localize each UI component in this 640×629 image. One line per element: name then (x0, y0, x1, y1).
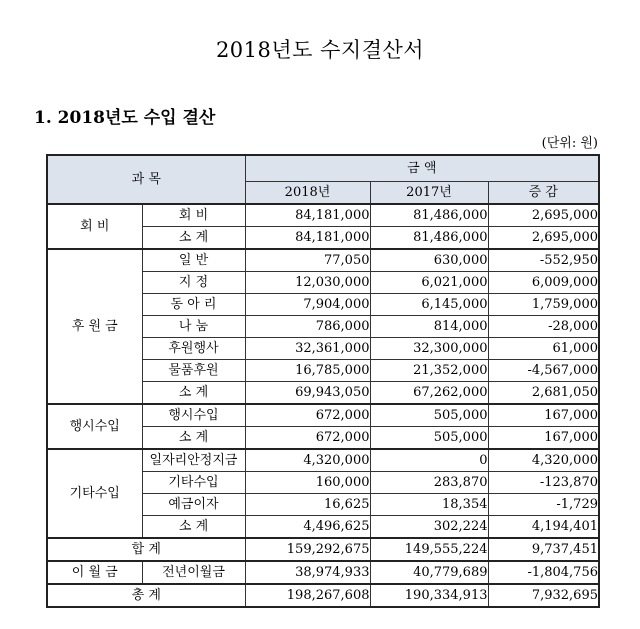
carryover-2017: 40,779,689 (370, 561, 488, 584)
value-change: 2,681,050 (488, 382, 599, 405)
header-row (47, 155, 599, 182)
header-amount: 금 액 (245, 155, 599, 182)
value-2018: 672,000 (245, 404, 370, 427)
document-title: 2018년도 수지결산서 (215, 38, 425, 62)
value-2018: 77,050 (245, 249, 370, 272)
grand-total-change: 7,932,695 (488, 584, 599, 607)
value-2018: 84,181,000 (245, 227, 370, 250)
header-subject: 과 목 (47, 155, 245, 204)
item-cell: 소 계 (142, 227, 245, 250)
category-cell: 후 원 금 (47, 249, 142, 404)
value-2018: 4,496,625 (245, 516, 370, 539)
value-2017: 630,000 (370, 249, 488, 272)
grand-total-row (47, 584, 599, 607)
value-2018: 84,181,000 (245, 204, 370, 227)
value-2017: 6,021,000 (370, 272, 488, 294)
total-2018: 159,292,675 (245, 538, 370, 561)
item-cell: 행시수입 (142, 404, 245, 427)
value-change: -552,950 (488, 249, 599, 272)
item-cell: 후원행사 (142, 338, 245, 360)
value-2018: 7,904,000 (245, 294, 370, 316)
carryover-2018: 38,974,933 (245, 561, 370, 584)
carryover-row (47, 561, 599, 584)
carryover-item: 전년이월금 (142, 561, 245, 584)
item-cell: 나 눔 (142, 316, 245, 338)
category-cell: 기타수입 (47, 449, 142, 538)
value-change: -1,729 (488, 494, 599, 516)
value-2017: 505,000 (370, 404, 488, 427)
item-cell: 일 반 (142, 249, 245, 272)
item-cell: 예금이자 (142, 494, 245, 516)
value-2017: 81,486,000 (370, 227, 488, 250)
value-change: 1,759,000 (488, 294, 599, 316)
value-change: -123,870 (488, 472, 599, 494)
item-cell: 회 비 (142, 204, 245, 227)
value-2017: 0 (370, 449, 488, 472)
total-change: 9,737,451 (488, 538, 599, 561)
carryover-change: -1,804,756 (488, 561, 599, 584)
value-2018: 160,000 (245, 472, 370, 494)
table-row (47, 204, 599, 227)
table-row (47, 249, 599, 272)
value-2018: 16,625 (245, 494, 370, 516)
total-2017: 149,555,224 (370, 538, 488, 561)
value-change: 2,695,000 (488, 227, 599, 250)
value-2017: 81,486,000 (370, 204, 488, 227)
category-cell: 행시수입 (47, 404, 142, 449)
income-settlement-table (46, 154, 600, 608)
item-cell: 물품후원 (142, 360, 245, 382)
item-cell: 일자리안정지금 (142, 449, 245, 472)
value-2017: 67,262,000 (370, 382, 488, 405)
value-change: 167,000 (488, 427, 599, 450)
value-2018: 4,320,000 (245, 449, 370, 472)
total-row (47, 538, 599, 561)
value-2018: 16,785,000 (245, 360, 370, 382)
item-cell: 소 계 (142, 516, 245, 539)
table-row (47, 449, 599, 472)
value-change: 4,320,000 (488, 449, 599, 472)
header-change: 증 감 (488, 182, 599, 205)
item-cell: 지 정 (142, 272, 245, 294)
item-cell: 소 계 (142, 427, 245, 450)
item-cell: 소 계 (142, 382, 245, 405)
total-label: 합 계 (47, 538, 245, 561)
grand-total-label: 총 계 (47, 584, 245, 607)
value-change: 6,009,000 (488, 272, 599, 294)
value-change: 2,695,000 (488, 204, 599, 227)
table-row (47, 404, 599, 427)
item-cell: 기타수입 (142, 472, 245, 494)
unit-label: (단위: 원) (541, 136, 598, 151)
value-2017: 32,300,000 (370, 338, 488, 360)
value-change: -28,000 (488, 316, 599, 338)
value-2018: 786,000 (245, 316, 370, 338)
value-2017: 505,000 (370, 427, 488, 450)
header-year-2017: 2017년 (370, 182, 488, 205)
value-2018: 69,943,050 (245, 382, 370, 405)
section-title: 1. 2018년도 수입 결산 (34, 108, 216, 128)
value-2017: 302,224 (370, 516, 488, 539)
category-cell: 회 비 (47, 204, 142, 249)
value-2017: 6,145,000 (370, 294, 488, 316)
value-change: 4,194,401 (488, 516, 599, 539)
value-2017: 21,352,000 (370, 360, 488, 382)
value-2017: 18,354 (370, 494, 488, 516)
value-change: 167,000 (488, 404, 599, 427)
item-cell: 동 아 리 (142, 294, 245, 316)
value-2018: 672,000 (245, 427, 370, 450)
header-year-2018: 2018년 (245, 182, 370, 205)
value-change: -4,567,000 (488, 360, 599, 382)
carryover-category: 이 월 금 (47, 561, 142, 584)
grand-total-2018: 198,267,608 (245, 584, 370, 607)
value-2017: 283,870 (370, 472, 488, 494)
value-2018: 12,030,000 (245, 272, 370, 294)
value-change: 61,000 (488, 338, 599, 360)
value-2018: 32,361,000 (245, 338, 370, 360)
value-2017: 814,000 (370, 316, 488, 338)
grand-total-2017: 190,334,913 (370, 584, 488, 607)
